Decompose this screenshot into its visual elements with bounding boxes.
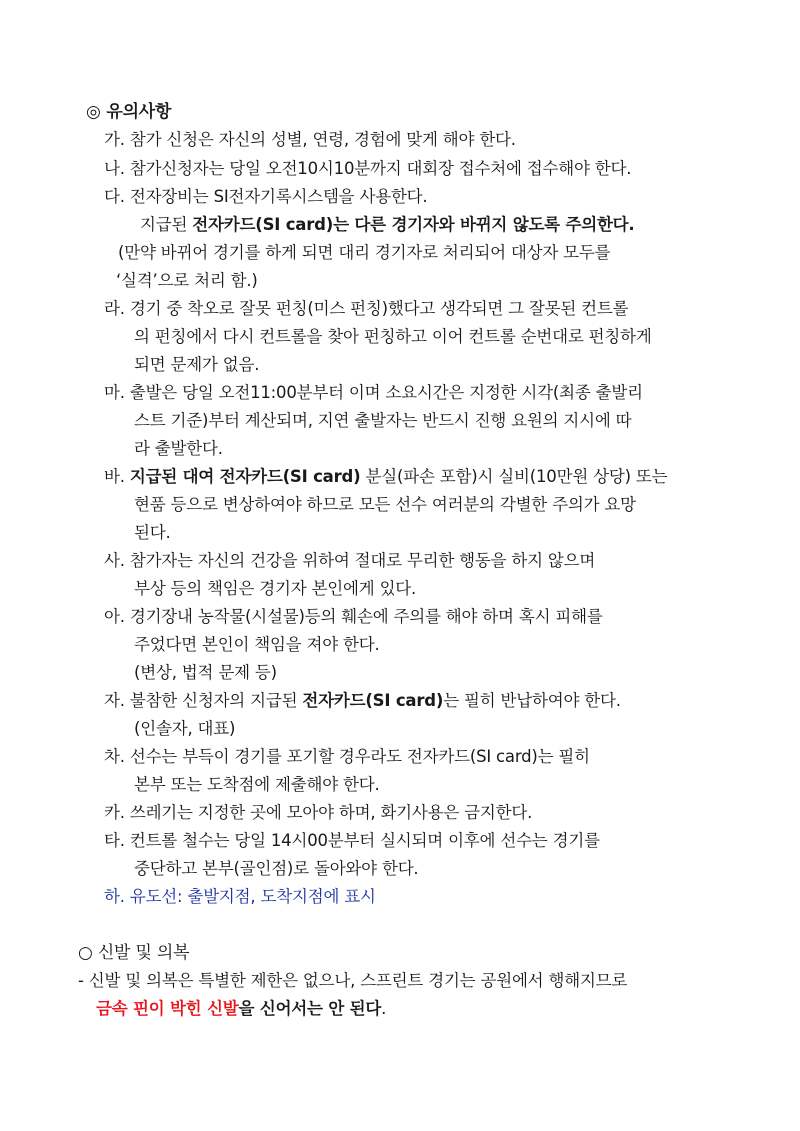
note-item-a-line1: 아. 경기장내 농작물(시설물)등의 훼손에 주의를 해야 하며 혹시 피해를 [104,607,603,626]
note-emphasis: 지급된 대여 전자카드(SI card) [129,467,361,486]
note-item-a-line3: (변상, 법적 문제 등) [134,663,277,682]
note-emphasis: 전자카드(SI card) [302,691,444,710]
note-item-ha: 하. 유도선: 출발지점, 도착지점에 표시 [104,887,376,906]
note-item-cha-line1: 차. 선수는 부득이 경기를 포기할 경우라도 전자카드(SI card)는 필히 [104,747,590,766]
note-text: 바. [104,467,130,486]
note-item-sa-line1: 사. 참가자는 자신의 건강을 위하여 절대로 무리한 행동을 하지 않으며 [104,551,596,570]
note-item-ma-line2: 스트 기준)부터 계산되며, 지연 출발자는 반드시 진행 요원의 지시에 따 [134,411,632,430]
note-item-da-line4: ‘실격’으로 처리 함.) [116,271,258,290]
note-text: . [381,999,387,1018]
note-item-cha-line2: 본부 또는 도착점에 제출해야 한다. [134,775,380,794]
note-item-ba-line2: 현품 등으로 변상하여야 하므로 모든 선수 여러분의 각별한 주의가 요망 [134,495,636,514]
note-item-a-line2: 주었다면 본인이 책임을 져야 한다. [134,635,380,654]
note-item-ba-line3: 된다. [134,523,171,542]
note-item-ja-line1 [104,687,621,715]
note-item-ma-line1: 마. 출발은 당일 오전11:00분부터 이며 소요시간은 지정한 시각(최종 출발리 [104,383,643,402]
note-item-ma-line3: 라 출발한다. [134,439,223,458]
note-item-ka: 카. 쓰레기는 지정한 곳에 모아야 하며, 화기사용은 금지한다. [104,803,533,822]
note-item-ta-line1: 타. 컨트롤 철수는 당일 14시00분부터 실시되며 이후에 선수는 경기를 [104,831,600,850]
note-item-ja-line2: (인솔자, 대표) [134,719,236,738]
shoes-line1: - 신발 및 의복은 특별한 제한은 없으나, 스프린트 경기는 공원에서 행해지므로 [78,971,628,990]
notes-heading: ◎ 유의사항 [86,102,172,122]
shoes-heading: ○ 신발 및 의복 [78,943,190,963]
note-item-ta-line2: 중단하고 본부(골인점)로 돌아와야 한다. [134,859,419,878]
note-item-na: 나. 참가신청자는 당일 오전10시10분까지 대회장 접수처에 접수해야 한다. [104,159,632,178]
note-text: 분실(파손 포함)시 실비(10만원 상당) 또는 [360,467,668,486]
note-emphasis: 전자카드(SI card)는 다른 경기자와 바뀌지 않도록 주의한다. [192,215,635,234]
note-text: 지급된 [140,215,193,234]
note-text: 는 필히 반납하여야 한다. [443,691,621,710]
note-item-ga: 가. 참가 신청은 자신의 성별, 연령, 경험에 맞게 해야 한다. [104,130,516,149]
note-item-ba-line1 [104,463,667,491]
note-item-da-line1: 다. 전자장비는 SI전자기록시스템을 사용한다. [104,187,428,206]
note-item-da-line2 [140,211,635,239]
note-text: 자. 불참한 신청자의 지급된 [104,691,303,710]
note-item-da-line3: (만약 바뀌어 경기를 하게 되면 대리 경기자로 처리되어 대상자 모두를 [118,243,611,262]
note-item-ra-line3: 되면 문제가 없음. [134,355,260,374]
shoes-warning-bold: 을 신어서는 안 된다 [238,999,382,1018]
note-item-ra-line1: 라. 경기 중 착오로 잘못 펀칭(미스 펀칭)했다고 생각되면 그 잘못된 컨트롤 [104,299,629,318]
shoes-warning-red: 금속 핀이 박힌 신발 [96,999,239,1018]
shoes-line2 [96,995,386,1023]
note-item-sa-line2: 부상 등의 책임은 경기자 본인에게 있다. [134,579,417,598]
note-item-ra-line2: 의 펀칭에서 다시 컨트롤을 찾아 펀칭하고 이어 컨트롤 순번대로 펀칭하게 [134,327,652,346]
